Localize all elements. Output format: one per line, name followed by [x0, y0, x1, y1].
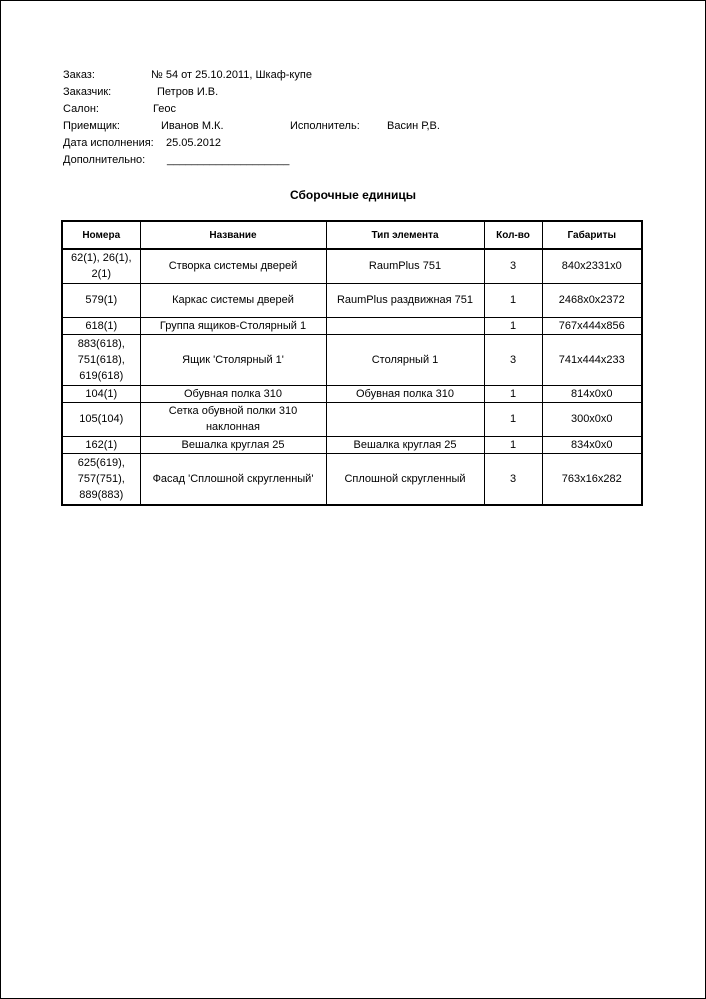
- assembly-units-table: [61, 220, 643, 506]
- cell-qty: 3: [484, 453, 542, 505]
- order-label: Заказ:: [63, 69, 95, 81]
- cell-type: RaumPlus раздвижная 751: [326, 283, 484, 317]
- table-row: [62, 334, 642, 385]
- cell-dims: 763x16x282: [542, 453, 642, 505]
- table-row: [62, 249, 642, 283]
- extra-label: Дополнительно:: [63, 154, 146, 166]
- cell-qty: 3: [484, 249, 542, 283]
- cell-name: Ящик 'Столярный 1': [140, 334, 326, 385]
- salon-value: Геос: [153, 103, 176, 115]
- customer-label: Заказчик:: [63, 86, 112, 98]
- cell-qty: 1: [484, 402, 542, 436]
- cell-name: Фасад 'Сплошной скругленный': [140, 453, 326, 505]
- table-row: [62, 402, 642, 436]
- table-row: [62, 385, 642, 402]
- customer-value: Петров И.В.: [157, 86, 219, 98]
- cell-type: Обувная полка 310: [326, 385, 484, 402]
- cell-name: Вешалка круглая 25: [140, 436, 326, 453]
- cell-qty: 3: [484, 334, 542, 385]
- cell-name: Сетка обувной полки 310 наклонная: [140, 402, 326, 436]
- executor-value: Васин Р,В.: [387, 120, 440, 132]
- table-title: Сборочные единицы: [290, 188, 416, 202]
- extra-value: ____________________: [167, 154, 290, 166]
- cell-type: [326, 402, 484, 436]
- cell-qty: 1: [484, 317, 542, 334]
- header-type: Тип элемента: [326, 221, 484, 249]
- receiver-value: Иванов М.К.: [161, 120, 224, 132]
- cell-name: Обувная полка 310: [140, 385, 326, 402]
- header-numbers: Номера: [62, 221, 140, 249]
- cell-qty: 1: [484, 436, 542, 453]
- cell-numbers: 162(1): [62, 436, 140, 453]
- cell-numbers: 579(1): [62, 283, 140, 317]
- cell-numbers: 62(1), 26(1), 2(1): [62, 249, 140, 283]
- cell-type: RaumPlus 751: [326, 249, 484, 283]
- cell-type: Столярный 1: [326, 334, 484, 385]
- cell-dims: 767x444x856: [542, 317, 642, 334]
- receiver-label: Приемщик:: [63, 120, 120, 132]
- table-header-row: [62, 221, 642, 249]
- cell-type: [326, 317, 484, 334]
- date-value: 25.05.2012: [166, 137, 222, 149]
- cell-type: Сплошной скругленный: [326, 453, 484, 505]
- cell-dims: 2468x0x2372: [542, 283, 642, 317]
- table-row: [62, 283, 642, 317]
- cell-name: Каркас системы дверей: [140, 283, 326, 317]
- header-qty: Кол-во: [484, 221, 542, 249]
- cell-numbers: 105(104): [62, 402, 140, 436]
- cell-qty: 1: [484, 385, 542, 402]
- cell-dims: 300x0x0: [542, 402, 642, 436]
- cell-type: Вешалка круглая 25: [326, 436, 484, 453]
- cell-numbers: 104(1): [62, 385, 140, 402]
- cell-numbers: 625(619), 757(751), 889(883): [62, 453, 140, 505]
- cell-numbers: 883(618), 751(618), 619(618): [62, 334, 140, 385]
- header-dims: Габариты: [542, 221, 642, 249]
- cell-dims: 814x0x0: [542, 385, 642, 402]
- cell-dims: 834x0x0: [542, 436, 642, 453]
- cell-numbers: 618(1): [62, 317, 140, 334]
- table-row: [62, 453, 642, 505]
- date-label: Дата исполнения:: [63, 137, 154, 149]
- cell-name: Группа ящиков-Столярный 1: [140, 317, 326, 334]
- cell-dims: 741x444x233: [542, 334, 642, 385]
- table-row: [62, 317, 642, 334]
- cell-name: Створка системы дверей: [140, 249, 326, 283]
- cell-qty: 1: [484, 283, 542, 317]
- table-row: [62, 436, 642, 453]
- header-name: Название: [140, 221, 326, 249]
- cell-dims: 840x2331x0: [542, 249, 642, 283]
- salon-label: Салон:: [63, 103, 99, 115]
- order-value: № 54 от 25.10.2011, Шкаф-купе: [151, 69, 312, 81]
- executor-label: Исполнитель:: [290, 120, 360, 132]
